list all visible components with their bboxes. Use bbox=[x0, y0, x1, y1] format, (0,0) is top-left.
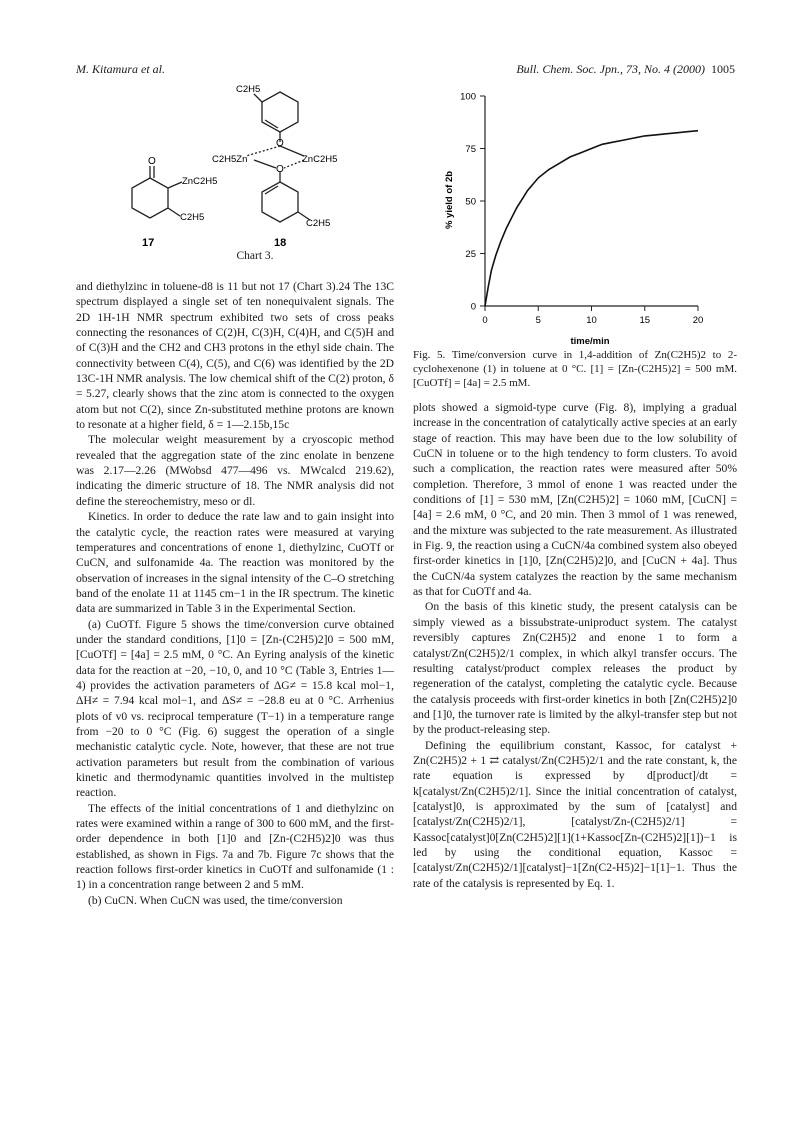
left-column-text bbox=[76, 279, 394, 908]
o-upper-label: O bbox=[276, 138, 284, 149]
series-line-yield bbox=[485, 131, 698, 306]
et-top-label-18: C2H5 bbox=[236, 84, 261, 95]
zn-right-label: ZnC2H5 bbox=[302, 154, 338, 165]
paragraph: (b) CuCN. When CuCN was used, the time/conversion bbox=[88, 893, 343, 907]
time-conversion-plot bbox=[430, 82, 730, 352]
x-tick-label: 10 bbox=[586, 315, 597, 326]
paragraph: Kinetics. In order to deduce the rate law and to gain insight into the catalytic cycle, the reaction rates were measured at varying temperatures and concentrations of enone 1, diethylzinc, CuOTf or CuCN, and sulfonamide 4a. The reaction was monitored by the observation of increases in the signal intensity of the C–O stretching band of the enolate 11 at 1145 cm−1 in the IR spectrum. The kinetic data are summarized in Table 3 in the Experimental Section. bbox=[76, 510, 394, 616]
paragraph: On the basis of this kinetic study, the present catalysis can be simply viewed as a bissubstrate-uniproduct system. The catalyst reversibly captures Zn(C2H5)2 and enone 1 to form a catalyst/Zn(C2H5)2/1 complex, in which alkyl transfer occurs. The resulting catalyst/product complex releases the product by regeneration of the catalyst, completing the catalytic cycle. Because the catalysis proceeds with first-order kinetics in both [Zn(C2H5)2]0 and [1]0, the turnover rate is limited by the alkyl-transfer step but not by the product-releasing step. bbox=[413, 600, 737, 737]
paragraph: (a) CuOTf. Figure 5 shows the time/conversion curve obtained under the standard conditions, [1]0 = [Zn-(C2H5)2]0 = 500 mM, [CuOTf] = [4a] = 2.5 mM, 0 °C. An Eyring analysis of the kinetic data for the reaction at −20, −10, 0, and 10 °C (Table 3, Entries 1—4) provides the activation parameters of ΔG≠ = 15.8 kcal mol−1, ΔH≠ = 7.94 kcal mol−1, and ΔS≠ = −28.8 eu at 0 °C. Arrhenius plots of v0 vs. reciprocal temperature (T−1) in a temperature range from −20 to 0 °C (Fig. 6) suggest the operation of a single mechanistic catalytic cycle. Note, however, that these are not true activation parameters but result from the combination of various kinetic and thermodynamic quantities involved in the multistep reaction. bbox=[76, 617, 394, 800]
et-bottom-label-18: C2H5 bbox=[306, 218, 331, 229]
x-tick-label: 0 bbox=[482, 315, 488, 326]
y-tick-label: 75 bbox=[465, 144, 476, 155]
compound-18-label: 18 bbox=[274, 237, 287, 249]
zn-label-17: ZnC2H5 bbox=[182, 176, 218, 187]
paragraph: The molecular weight measurement by a cryoscopic method revealed that the aggregation state of the zinc enolate in benzene was 2.17—2.26 (MWobsd 477—496 vs. MWcalcd 219.62), indicating the dimeric structure of 18. The NMR analysis did not define the stereochemistry, meso or dl. bbox=[76, 433, 394, 508]
paragraph: plots showed a sigmoid-type curve (Fig. 8), implying a gradual increase in the concentration of catalytically active species at an early stage of reaction. This may have been due to the low solubility of CuCN in toluene or to the high tendency to form clusters. To avoid such a complication, the reaction rates were measured after 50% completion. Therefore, 3 mmol of enone 1 was reacted under the conditions of [1] = 530 mM, [Zn(C2H5)2] = 1060 mM, [CuCN] = [4a] = 2.6 mM, 0 °C, and 20 min. Then 3 mmol of 1 was renewed, and the mixture was subjected to the rate measurement. As illustrated in Fig. 9, the reaction using a CuCN/4a combined system also obeyed first-order kinetics in [1]0, [Zn(C2H5)2]0, and [CuCN + 4a]. Thus the CuCN/4a system catalyzes the reaction by the same mechanism as that for CuOTf and 4a. bbox=[413, 401, 737, 599]
compound-17-label: 17 bbox=[142, 237, 155, 249]
paragraph: The effects of the initial concentrations of 1 and diethylzinc on rates were examined within a range of 300 to 600 mM, and the first-order dependence in both [1]0 and [Zn-(C2H5)2]0 was thus established, as shown in Figs. 7a and 7b. Figure 7c shows that the reaction follows first-order kinetics in CuOTf and sulfonamide (1 : 1) in a concentration range between 2 and 5 mM. bbox=[76, 801, 394, 892]
y-tick-label: 50 bbox=[465, 196, 476, 208]
x-tick-label: 15 bbox=[639, 315, 651, 326]
paragraph: Defining the equilibrium constant, Kassoc, for catalyst + Zn(C2H5)2 + 1 ⇄ catalyst/Zn(C2H5)2/1 and the rate constant, k, the rate equation is expressed by d[product]/dt = k[catalyst/Zn(C2H5)2/1]. Since the initial concentration of catalyst, [catalyst]0, is approximated by the sum of [catalyst] and [catalyst/Zn(C2H5)2/1], [catalyst/Zn-(C2H5)2/1] = Kassoc[catalyst]0[Zn(C2H5)2][1](1+Kassoc[Zn-(C2H5)2][1])−1 is led by using the conditional equation, Kassoc = [catalyst/Zn(C2H5)2/1][catalyst]−1[Zn(C2-H5)2]−1[1]−1. Thus the rate of the catalysis is represented by Eq. 1. bbox=[413, 738, 737, 890]
chart-3-structures bbox=[120, 80, 390, 270]
y-tick-label: 100 bbox=[460, 91, 476, 103]
y-tick-label: 0 bbox=[470, 301, 476, 313]
figure-5-chart bbox=[430, 82, 730, 352]
right-column-text bbox=[413, 400, 737, 891]
running-header-authors: M. Kitamura et al. bbox=[76, 62, 165, 76]
chemical-structures bbox=[120, 80, 390, 250]
y-tick-label: 25 bbox=[465, 249, 476, 260]
x-tick-label: 20 bbox=[692, 315, 704, 326]
carbonyl-o-label: O bbox=[148, 156, 156, 167]
running-header-journal bbox=[516, 62, 735, 77]
figure-5-caption: Fig. 5. Time/conversion curve in 1,4-addition of Zn(C2H5)2 to 2-cyclohexenone (1) in toluene at 0 °C. [1] = [Zn-(C2H5)2] = 500 mM. [CuOTf] = [4a] = 2.5 mM. bbox=[413, 349, 737, 390]
journal-citation: Bull. Chem. Soc. Jpn., 73, No. 4 (2000) bbox=[516, 62, 705, 76]
et-label-17: C2H5 bbox=[180, 212, 205, 223]
x-tick-label: 5 bbox=[535, 315, 541, 326]
o-lower-label: O bbox=[276, 164, 284, 175]
chart-3-caption: Chart 3. bbox=[236, 250, 274, 262]
x-axis-label: time/min bbox=[570, 336, 610, 347]
paragraph: and diethylzinc in toluene-d8 is 11 but not 17 (Chart 3).24 The 13C spectrum displayed a single set of ten nonequivalent signals. The 2D 1H-1H NMR spectrum exhibited two sets of cross peaks connecting the resonances of C(2)H, C(3)H, C(4)H, and C(5)H and of C(3)H and the CH2 and CH3 protons in the ethyl side chain. The connectivity between C(4), C(5), and C(6) was identified by the 2D 13C-1H NMR analysis. The low chemical shift of the C(2) proton, δ = 5.27, clearly shows that the zinc atom is connected to the oxygen atom but not C(2), since Zn-substituted methine protons are known to resonate at a higher field, δ = 1—2.15b,15c bbox=[76, 280, 394, 432]
zn-left-label: C2H5Zn bbox=[212, 154, 248, 165]
page-number: 1005 bbox=[711, 62, 735, 76]
y-axis-label: % yield of 2b bbox=[444, 170, 455, 230]
